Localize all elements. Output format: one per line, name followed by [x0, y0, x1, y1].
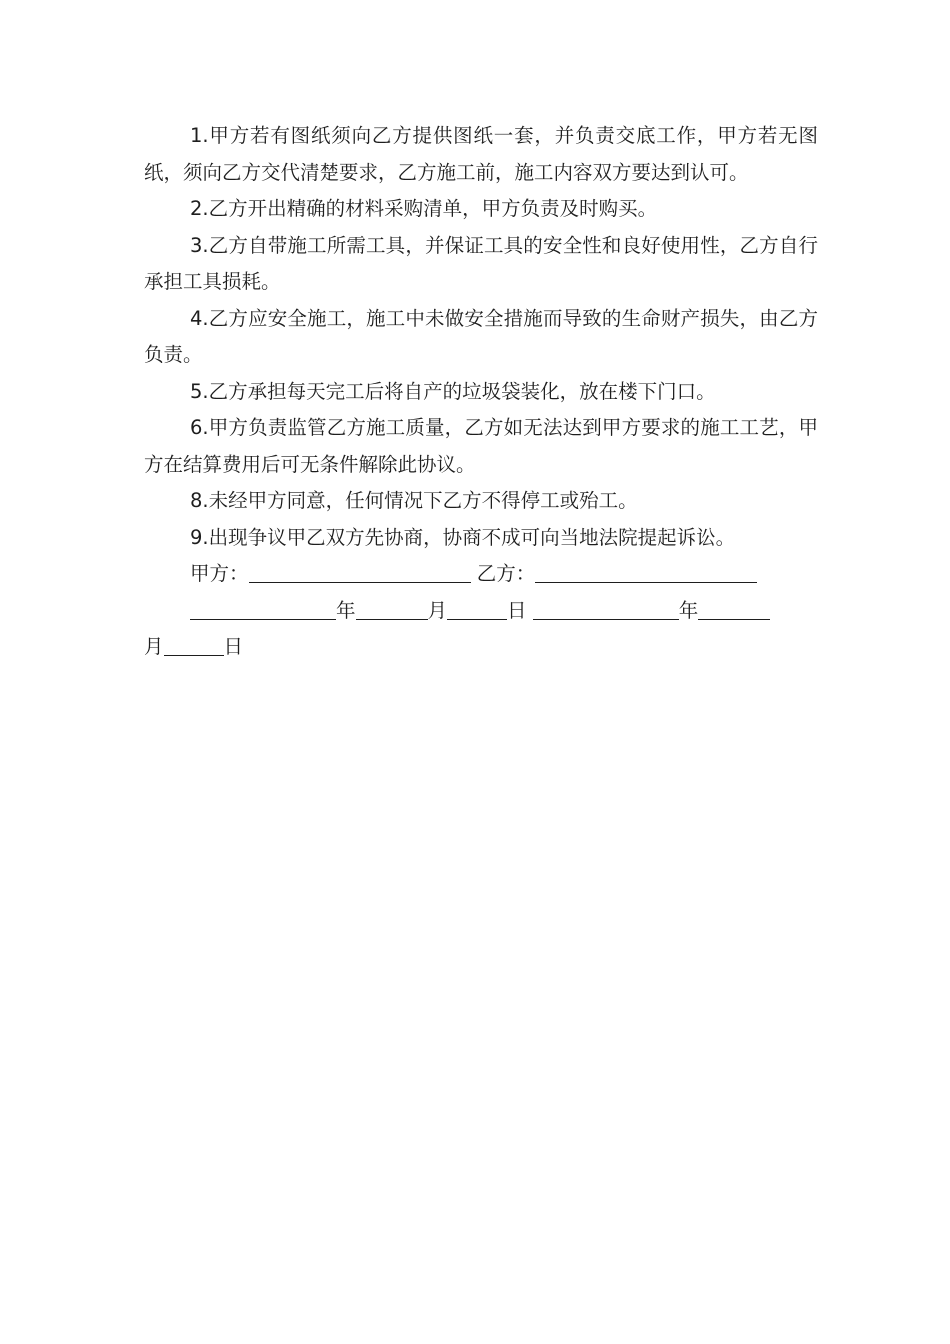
party-a-year-blank: [190, 597, 336, 620]
clause-5: 5.乙方承担每天完工后将自产的垃圾袋装化，放在楼下门口。: [190, 379, 716, 403]
agreement-body: [144, 118, 818, 666]
day-label-a: 日: [507, 598, 527, 622]
month-label-a: 月: [427, 598, 448, 622]
party-b-year-blank: [533, 597, 679, 620]
clause-8: 8.未经甲方同意，任何情况下乙方不得停工或殆工。: [190, 489, 638, 512]
party-a-month-blank: [356, 597, 428, 620]
date-line-2: [144, 629, 818, 666]
clause-6: 6.甲方负责监管乙方施工质量，乙方如无法达到甲方要求的施工工艺，甲方在结算费用后可无条件解除此协议。: [144, 416, 818, 476]
clause-4: 4.乙方应安全施工，施工中未做安全措施而导致的生命财产损失，由乙方负责。: [144, 306, 818, 366]
party-b-month-blank: [698, 597, 770, 620]
party-b-label: 乙方：: [476, 562, 536, 585]
clause-2: 2.乙方开出精确的材料采购清单，甲方负责及时购买。: [190, 197, 658, 220]
month-label-b: 月: [144, 635, 164, 658]
date-line-1: [144, 593, 818, 630]
clause-3: 3.乙方自带施工所需工具，并保证工具的安全性和良好使用性，乙方自行承担工具损耗。: [144, 233, 818, 293]
day-label-b: 日: [223, 635, 244, 658]
party-a-day-blank: [447, 597, 507, 620]
clause-9: 9.出现争议甲乙双方先协商，协商不成可向当地法院提起诉讼。: [190, 525, 736, 549]
year-label-b: 年: [678, 598, 699, 622]
year-label-a: 年: [336, 598, 356, 622]
party-b-signature-blank: [535, 560, 757, 583]
party-a-label: 甲方：: [190, 562, 249, 585]
signature-line: [144, 556, 818, 593]
clause-1: 1.甲方若有图纸须向乙方提供图纸一套，并负责交底工作，甲方若无图纸，须向乙方交代清楚要求，乙方施工前，施工内容双方要达到认可。: [144, 124, 818, 184]
party-a-signature-blank: [249, 560, 471, 583]
party-b-day-blank: [164, 633, 224, 656]
